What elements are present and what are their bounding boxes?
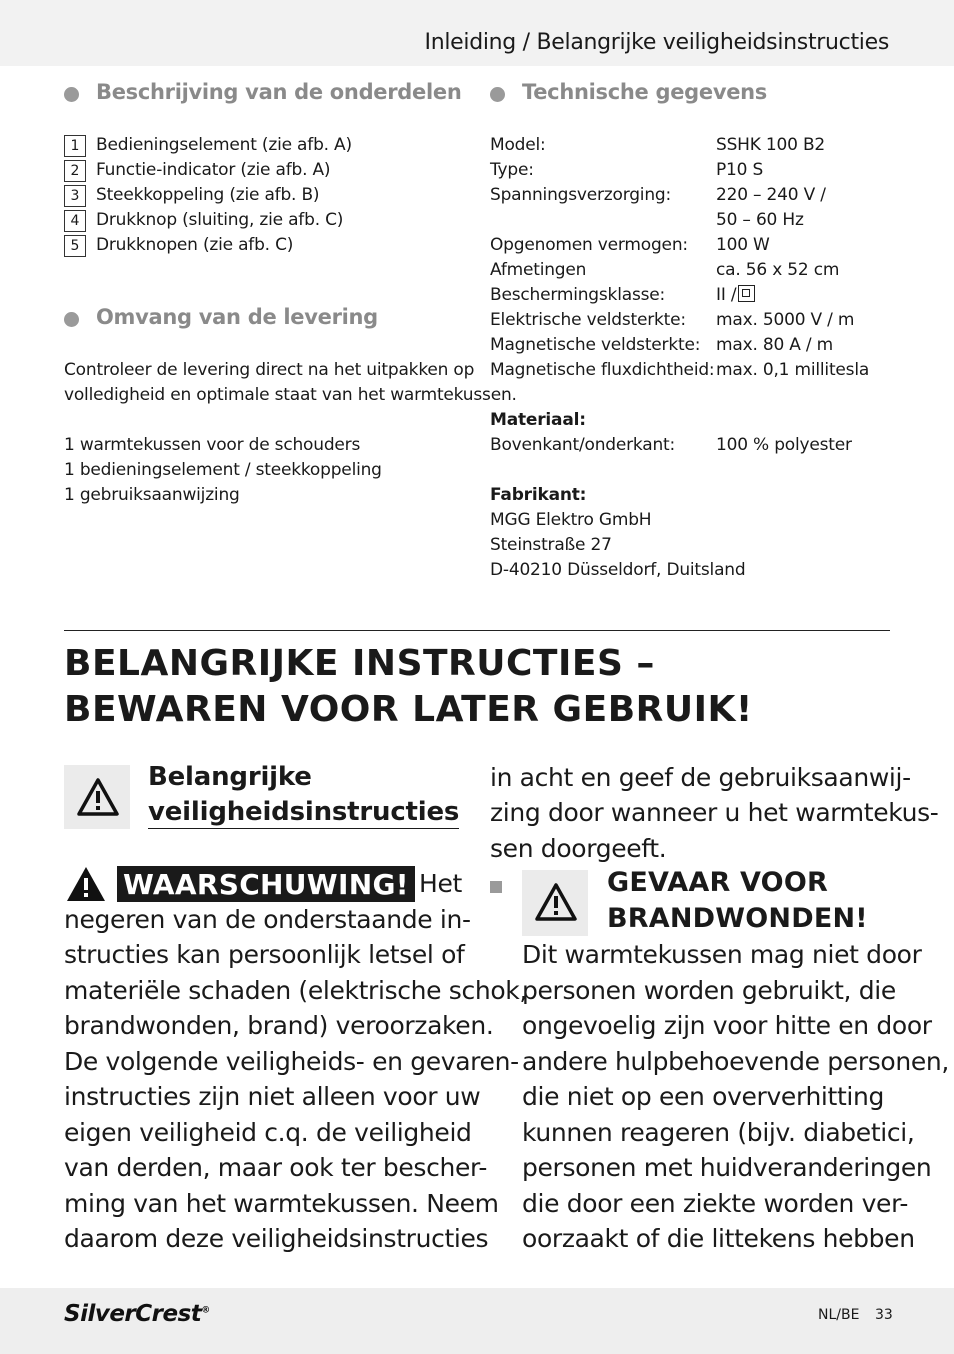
- protection-class-value: [716, 283, 755, 308]
- delivery-intro-line: Controleer de levering direct na het uitpakken op: [64, 360, 475, 380]
- tech-value: max. 80 A / m: [716, 335, 834, 355]
- tech-label: Type:: [490, 160, 534, 180]
- tech-value: 100 W: [716, 235, 770, 255]
- maker-line: D-40210 Düsseldorf, Duitsland: [490, 560, 746, 580]
- parts-heading: Beschrijving van de onderdelen: [96, 80, 462, 104]
- maker-heading: Fabrikant:: [490, 485, 587, 505]
- tech-value: 50 – 60 Hz: [716, 210, 804, 230]
- tech-value: ca. 56 x 52 cm: [716, 260, 840, 280]
- body-line: die niet op een oververhitting: [522, 1082, 885, 1111]
- material-label: Bovenkant/onderkant:: [490, 435, 676, 455]
- tech-value: 220 – 240 V /: [716, 185, 826, 205]
- tech-label: Model:: [490, 135, 546, 155]
- body-line: negeren van de onderstaande in-: [64, 905, 471, 934]
- warning-triangle-icon: [76, 777, 120, 817]
- section-bullet: [64, 87, 79, 102]
- body-line: ongevoelig zijn voor hitte en door: [522, 1011, 932, 1040]
- main-title-line: BEWAREN VOOR LATER GEBRUIK!: [64, 689, 753, 730]
- part-number: 1: [64, 135, 86, 157]
- body-line: instructies zijn niet alleen voor uw: [64, 1082, 481, 1111]
- section-bullet: [64, 312, 79, 327]
- delivery-item: 1 bedieningselement / steekkoppeling: [64, 460, 382, 480]
- part-label: Steekkoppeling (zie afb. B): [96, 185, 320, 205]
- part-number: 2: [64, 160, 86, 182]
- tech-heading: Technische gegevens: [522, 80, 768, 104]
- body-line: eigen veiligheid c.q. de veiligheid: [64, 1118, 472, 1147]
- material-value: 100 % polyester: [716, 435, 852, 455]
- body-line: kunnen reageren (bijv. diabetici,: [522, 1118, 915, 1147]
- body-line: structies kan persoonlijk letsel of: [64, 940, 465, 969]
- tech-label: Beschermingsklasse:: [490, 285, 666, 305]
- body-line: materiële schaden (elektrische schok,: [64, 976, 528, 1005]
- tech-label: Opgenomen vermogen:: [490, 235, 688, 255]
- tech-value: max. 5000 V / m: [716, 310, 855, 330]
- part-label: Drukknop (sluiting, zie afb. C): [96, 210, 344, 230]
- body-line: sen doorgeeft.: [490, 834, 667, 863]
- tech-label: Magnetische fluxdichtheid:: [490, 360, 715, 380]
- part-label: Bedieningselement (zie afb. A): [96, 135, 352, 155]
- delivery-item: 1 warmtekussen voor de schouders: [64, 435, 361, 455]
- warning-first-word: Het: [419, 869, 462, 898]
- warning-tile: [64, 765, 130, 829]
- part-number: 3: [64, 185, 86, 207]
- delivery-item: 1 gebruiksaanwijzing: [64, 485, 240, 505]
- page-header-title: Inleiding / Belangrijke veiligheidsinstructies: [424, 30, 889, 55]
- brand-name: SilverCrest: [64, 1301, 202, 1327]
- tech-label: Elektrische veldsterkte:: [490, 310, 686, 330]
- body-line: andere hulpbehoevende personen,: [522, 1047, 949, 1076]
- body-line: personen worden gebruikt, die: [522, 976, 896, 1005]
- warning-label: WAARSCHUWING!: [117, 866, 415, 902]
- safety-heading-line: [148, 795, 459, 830]
- warning-triangle-icon: [66, 866, 106, 902]
- safety-heading-underlined: veiligheidsinstructies: [148, 797, 460, 827]
- body-line: Dit warmtekussen mag niet door: [522, 940, 922, 969]
- burn-heading-line: GEVAAR VOOR: [607, 867, 828, 898]
- section-bullet: [490, 87, 505, 102]
- tech-label: Magnetische veldsterkte:: [490, 335, 701, 355]
- footer-language: NL/BE: [818, 1307, 860, 1323]
- body-line: zing door wanneer u het warmtekus-: [490, 798, 939, 827]
- tech-value: II /: [716, 285, 737, 305]
- warning-triangle-icon: [534, 882, 578, 922]
- tech-label: Afmetingen: [490, 260, 587, 280]
- tech-label: Spanningsverzorging:: [490, 185, 672, 205]
- tech-value: P10 S: [716, 160, 764, 180]
- body-line: brandwonden, brand) veroorzaken.: [64, 1011, 494, 1040]
- part-label: Drukknopen (zie afb. C): [96, 235, 294, 255]
- maker-line: Steinstraße 27: [490, 535, 612, 555]
- page-number: 33: [875, 1307, 893, 1323]
- double-insulation-icon: [738, 285, 755, 302]
- main-title-line: BELANGRIJKE INSTRUCTIES –: [64, 643, 655, 684]
- delivery-heading: Omvang van de levering: [96, 305, 378, 329]
- square-bullet: [490, 881, 502, 893]
- maker-line: MGG Elektro GmbH: [490, 510, 652, 530]
- warning-tile: [522, 870, 588, 936]
- safety-heading-line: Belangrijke: [148, 762, 312, 792]
- part-number: 5: [64, 235, 86, 257]
- body-line: daarom deze veiligheidsinstructies: [64, 1224, 489, 1253]
- part-number: 4: [64, 210, 86, 232]
- delivery-intro-line: volledigheid en optimale staat van het warmtekussen.: [64, 385, 517, 405]
- material-heading: Materiaal:: [490, 410, 586, 430]
- part-label: Functie-indicator (zie afb. A): [96, 160, 331, 180]
- body-line: van derden, maar ook ter bescher-: [64, 1153, 488, 1182]
- body-line: die door een ziekte worden ver-: [522, 1189, 909, 1218]
- body-line: De volgende veiligheids- en gevaren-: [64, 1047, 519, 1076]
- burn-heading-line: BRANDWONDEN!: [607, 903, 868, 934]
- tech-value: SSHK 100 B2: [716, 135, 826, 155]
- tech-value: max. 0,1 millitesla: [716, 360, 870, 380]
- body-line: oorzaakt of die littekens hebben: [522, 1224, 915, 1253]
- body-line: in acht en geef de gebruiksaanwij-: [490, 763, 911, 792]
- body-line: personen met huidveranderingen: [522, 1153, 932, 1182]
- body-line: ming van het warmtekussen. Neem: [64, 1189, 499, 1218]
- section-divider: [64, 630, 890, 631]
- brand-logo: SilverCrest®: [64, 1301, 210, 1327]
